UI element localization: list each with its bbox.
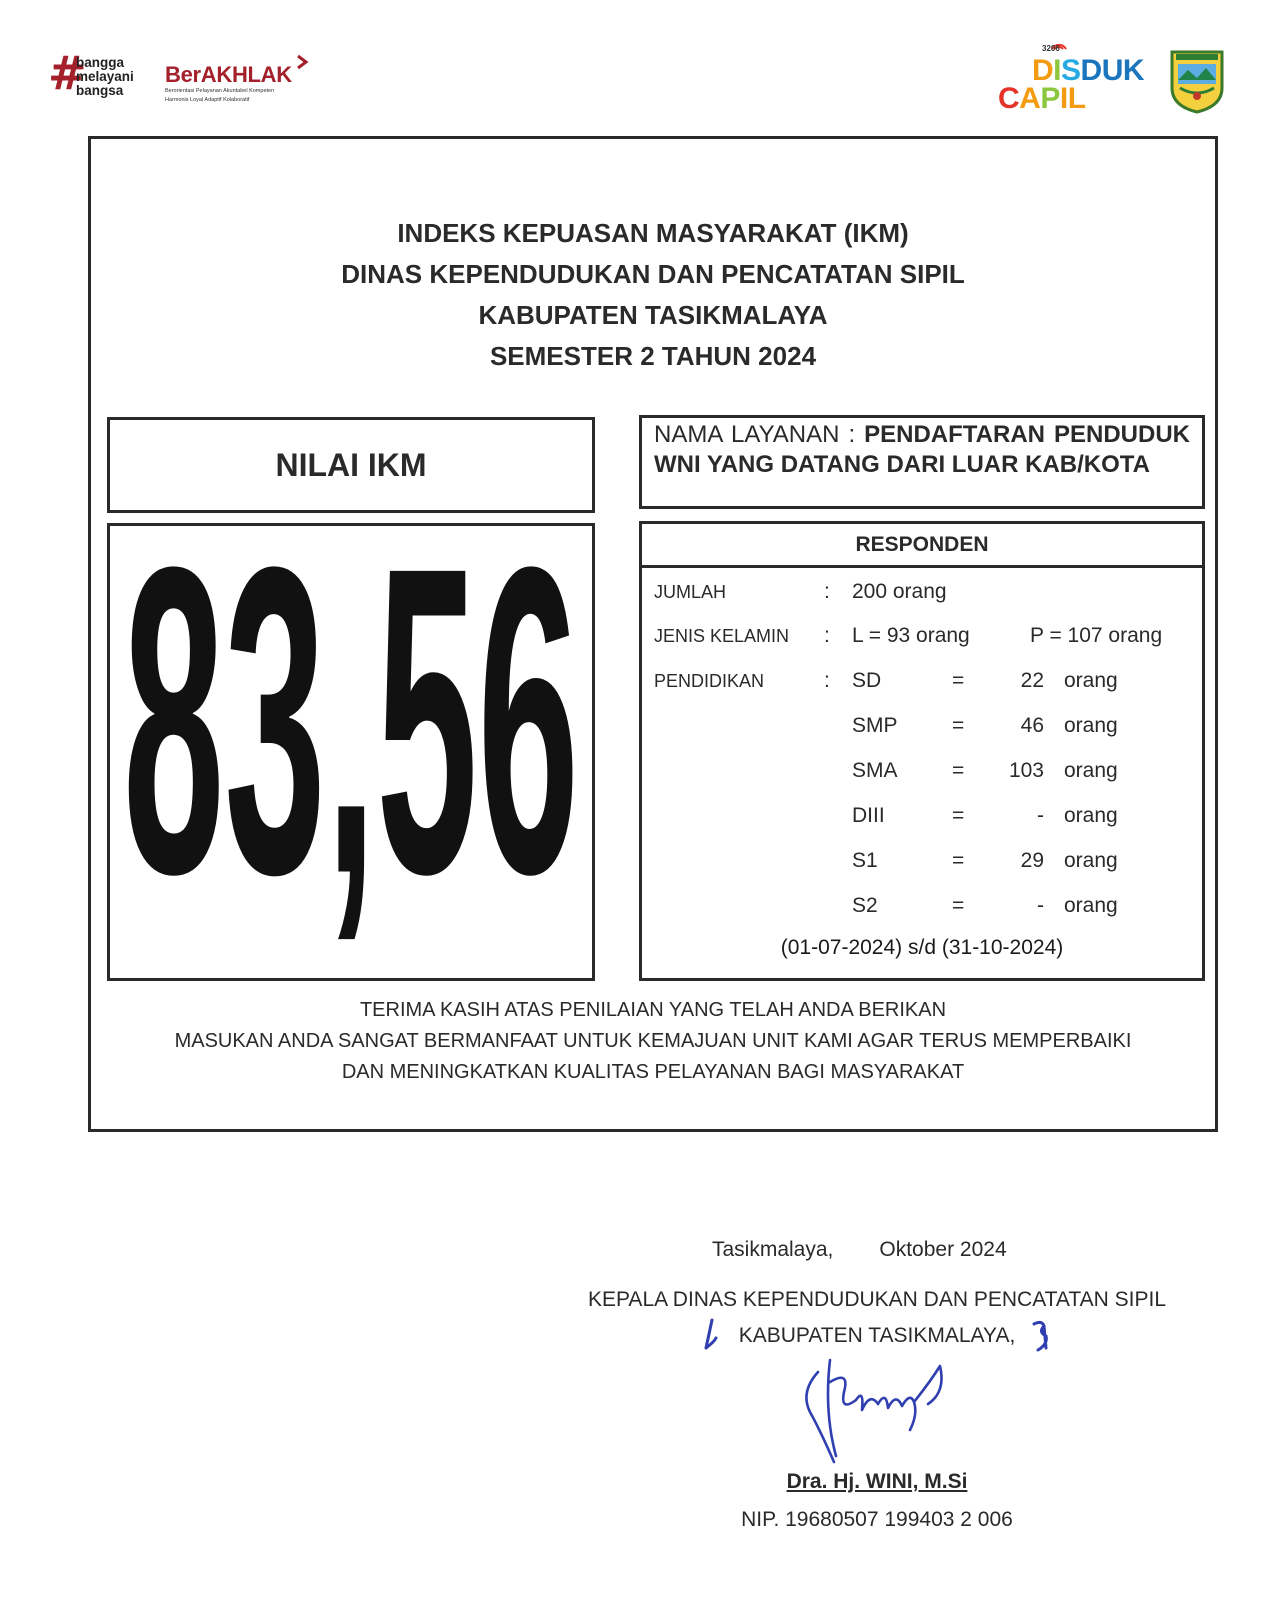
handwritten-signature	[790, 1352, 970, 1472]
pendidikan-count: -	[1037, 894, 1044, 917]
nilai-ikm-value-graphic	[110, 526, 592, 978]
berakhlak-brand: BerAKHLAK	[165, 62, 292, 87]
jumlah-key: JUMLAH	[654, 582, 727, 602]
thank-you-message	[91, 995, 1215, 1088]
pendidikan-level: S1	[852, 849, 878, 872]
nilai-ikm-value: 83,56	[123, 526, 579, 965]
pendidikan-count: 22	[1020, 669, 1044, 692]
nama-layanan-box	[639, 415, 1205, 509]
title-line2: DINAS KEPENDUDUKAN DAN PENCATATAN SIPIL	[341, 259, 965, 289]
pendidikan-unit: orang	[1064, 849, 1118, 872]
initial-mark-left	[700, 1318, 720, 1352]
pendidikan-level: DIII	[852, 804, 885, 827]
thanks-line2: MASUKAN ANDA SANGAT BERMANFAAT UNTUK KEMAJUAN UNIT KAMI AGAR TERUS MEMPERBAIKI	[174, 1030, 1132, 1052]
page-title	[91, 213, 1215, 377]
chevron-right-icon	[295, 54, 309, 70]
pendidikan-unit: orang	[1064, 669, 1118, 692]
pendidikan-unit: orang	[1064, 759, 1118, 782]
pendidikan-count: 46	[1020, 714, 1044, 737]
disduk-code: 3206	[1042, 44, 1060, 53]
initial-mark-right	[1030, 1318, 1052, 1354]
nama-layanan-label: NAMA LAYANAN :	[654, 421, 856, 448]
pendidikan-count: -	[1037, 804, 1044, 827]
pendidikan-eq: =	[952, 804, 965, 827]
pendidikan-level: S2	[852, 894, 878, 917]
pendidikan-level: SD	[852, 669, 882, 692]
signature-date	[712, 1238, 1007, 1262]
signature-position-line1: KEPALA DINAS KEPENDUDUKAN DAN PENCATATAN SIPIL	[587, 1288, 1167, 1311]
pendidikan-eq: =	[952, 849, 965, 872]
jumlah-colon: :	[824, 580, 830, 603]
disdukcapil-logo	[998, 42, 1145, 118]
responden-box	[639, 521, 1205, 981]
berakhlak-tagline1: Berorientasi Pelayanan Akuntabel Kompeten	[165, 88, 275, 94]
jumlah-value: 200 orang	[852, 580, 947, 603]
signatory-name: Dra. Hj. WINI, M.Si	[786, 1470, 968, 1493]
pendidikan-eq: =	[952, 894, 965, 917]
bangga-line1: bangga	[76, 55, 125, 70]
berakhlak-logo	[165, 64, 315, 104]
bangga-hash: #	[48, 46, 87, 100]
pendidikan-unit: orang	[1064, 804, 1118, 827]
nilai-ikm-value-box	[107, 523, 595, 981]
ikm-frame	[88, 136, 1218, 1132]
thanks-line3: DAN MENINGKATKAN KUALITAS PELAYANAN BAGI MASYARAKAT	[341, 1061, 965, 1083]
jenis-kelamin-l: L = 93 orang	[852, 624, 970, 647]
berakhlak-tagline2: Harmonis Loyal Adaptif Kolaboratif	[165, 97, 250, 103]
bangga-melayani-bangsa-logo	[48, 46, 148, 104]
title-line3: KABUPATEN TASIKMALAYA	[478, 300, 828, 330]
responden-heading: RESPONDEN	[642, 524, 1202, 568]
signature-month-year: Oktober 2024	[879, 1238, 1007, 1261]
jenis-kelamin-colon: :	[824, 624, 830, 647]
pendidikan-level: SMP	[852, 714, 898, 737]
pendidikan-eq: =	[952, 714, 965, 737]
jenis-kelamin-p: P = 107 orang	[1030, 624, 1163, 647]
title-line4: SEMESTER 2 TAHUN 2024	[489, 341, 817, 371]
pendidikan-count: 29	[1020, 849, 1044, 872]
pendidikan-unit: orang	[1064, 714, 1118, 737]
title-line1: INDEKS KEPUASAN MASYARAKAT (IKM)	[397, 218, 909, 248]
disduk-line1: DISDUK	[1032, 54, 1145, 87]
pendidikan-unit: orang	[1064, 894, 1118, 917]
disduk-line2: CAPIL	[998, 82, 1086, 115]
pendidikan-level: SMA	[852, 759, 898, 782]
signature-position-line2: KABUPATEN TASIKMALAYA,	[738, 1324, 1016, 1347]
kabupaten-tasikmalaya-seal-icon	[1168, 48, 1226, 114]
bangga-words	[76, 56, 134, 98]
jenis-kelamin-key: JENIS KELAMIN	[654, 626, 790, 646]
pendidikan-colon: :	[824, 669, 830, 692]
signatory-nip: NIP. 19680507 199403 2 006	[741, 1508, 1013, 1531]
nama-layanan-value: PENDAFTARAN PENDUDUK WNI YANG DATANG DARI LUAR KAB/KOTA	[654, 421, 1190, 478]
pendidikan-eq: =	[952, 759, 965, 782]
signature-place: Tasikmalaya,	[712, 1238, 834, 1261]
pendidikan-key: PENDIDIKAN	[654, 671, 765, 691]
thanks-line1: TERIMA KASIH ATAS PENILAIAN YANG TELAH ANDA BERIKAN	[359, 999, 947, 1021]
nilai-ikm-label: NILAI IKM	[107, 417, 595, 513]
bangga-line3: bangsa	[76, 83, 124, 98]
pendidikan-count: 103	[1008, 759, 1044, 782]
bangga-line2: melayani	[76, 69, 134, 84]
survey-period: (01-07-2024) s/d (31-10-2024)	[780, 936, 1064, 959]
pendidikan-eq: =	[952, 669, 965, 692]
